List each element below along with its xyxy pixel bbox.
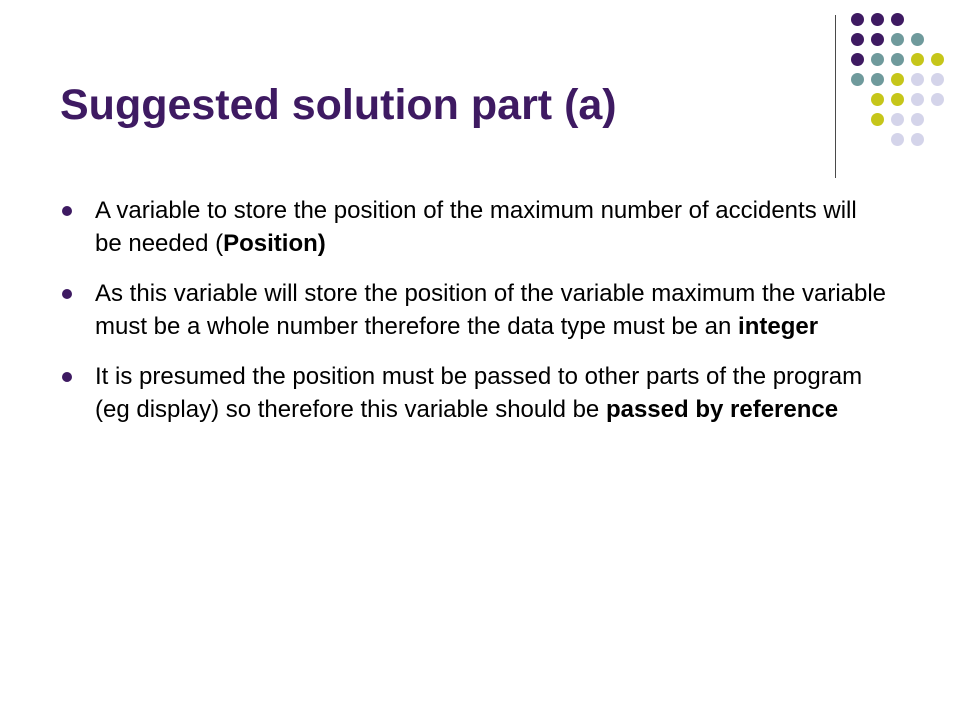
decorative-dot-lavender xyxy=(931,73,944,86)
decorative-dot-olive xyxy=(871,93,884,106)
decorative-dot-lavender xyxy=(891,113,904,126)
decorative-dot-olive xyxy=(891,93,904,106)
decorative-dot-teal xyxy=(851,73,864,86)
bullet-text-part: It is presumed the position must be passed to other parts of the program (eg display) so therefore this variable should be xyxy=(95,363,863,423)
decorative-dot-teal xyxy=(891,53,904,66)
decorative-dot-teal xyxy=(891,33,904,46)
decorative-dot-olive xyxy=(871,113,884,126)
decorative-dot-lavender xyxy=(891,133,904,146)
decorative-dot-purple xyxy=(851,13,864,26)
decorative-dot-purple xyxy=(851,53,864,66)
slide-title: Suggested solution part (a) xyxy=(60,81,617,129)
bullet-list xyxy=(60,194,890,443)
decorative-dot-purple xyxy=(851,33,864,46)
bullet-item xyxy=(60,360,890,426)
decorative-dot-purple xyxy=(871,33,884,46)
decorative-dot-purple xyxy=(871,13,884,26)
bullet-bold-term: integer xyxy=(738,313,819,340)
decorative-dot-lavender xyxy=(911,133,924,146)
title-divider-line xyxy=(835,15,836,178)
bullet-marker-icon xyxy=(62,206,72,216)
bullet-item xyxy=(60,194,890,260)
bullet-text-part: A variable to store the position of the maximum number of accidents will be needed ( xyxy=(95,197,857,257)
decorative-dot-olive xyxy=(891,73,904,86)
bullet-marker-icon xyxy=(62,372,72,382)
bullet-marker-icon xyxy=(62,289,72,299)
decorative-dot-lavender xyxy=(911,93,924,106)
decorative-dot-lavender xyxy=(931,93,944,106)
decorative-dot-lavender xyxy=(911,113,924,126)
decorative-dot-lavender xyxy=(911,73,924,86)
bullet-bold-term: Position) xyxy=(223,230,326,257)
bullet-text-part: As this variable will store the position of the variable maximum the variable must be a whole number therefore the data type must be an xyxy=(95,280,887,340)
decorative-dot-olive xyxy=(911,53,924,66)
decorative-dot-grid xyxy=(851,13,943,155)
bullet-bold-term: passed by reference xyxy=(605,396,839,423)
decorative-dot-teal xyxy=(911,33,924,46)
decorative-dot-purple xyxy=(891,13,904,26)
decorative-dot-olive xyxy=(931,53,944,66)
bullet-item xyxy=(60,277,890,343)
decorative-dot-teal xyxy=(871,73,884,86)
decorative-dot-teal xyxy=(871,53,884,66)
